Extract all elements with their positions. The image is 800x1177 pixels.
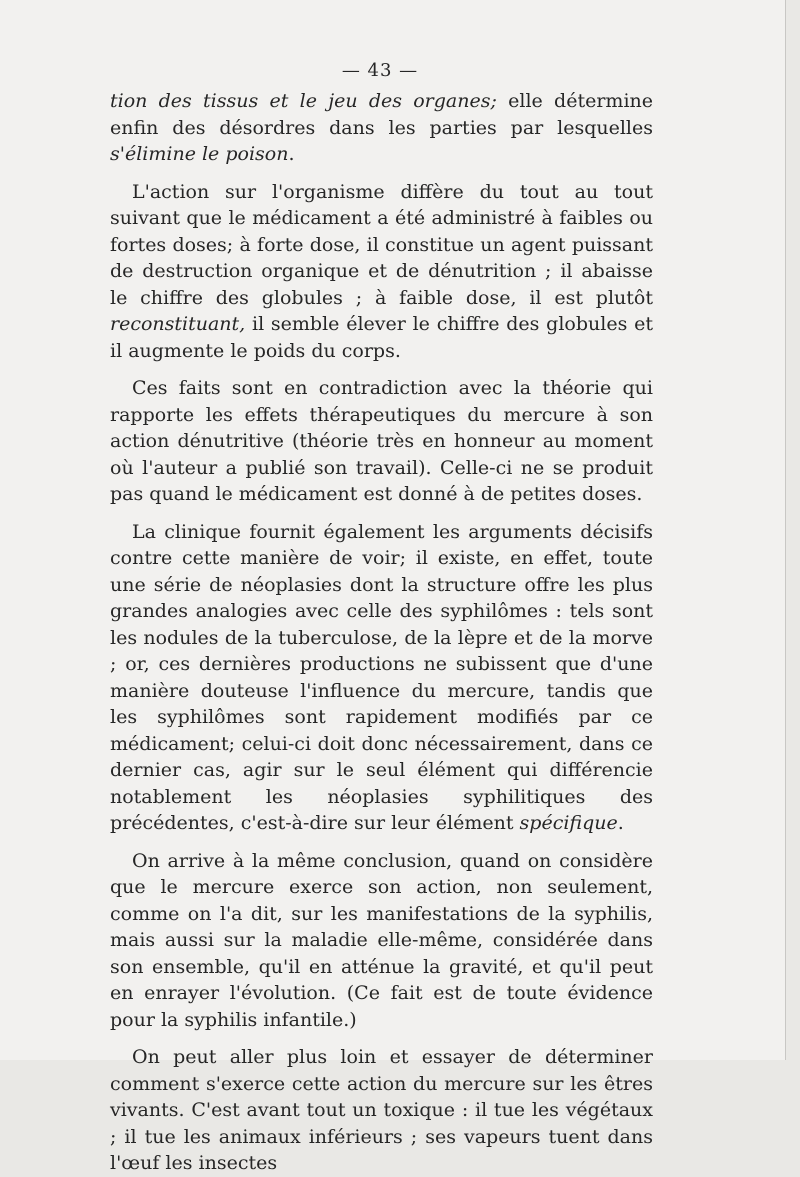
body-text <box>110 88 653 1177</box>
italic-phrase: tion des tissus et le jeu des organes; <box>110 90 497 112</box>
italic-word: spécifique <box>519 812 618 834</box>
italic-phrase: s'élimine le poison <box>110 143 289 165</box>
paragraph-3: Ces faits sont en contradiction avec la théorie qui rapporte les effets thérapeutiques du mercure à son action dénutritive (théorie très en honneur au moment où l'auteur a publié son travail). Celle-ci ne se produit pas quand le médicament est donné à de petites doses. <box>110 377 653 505</box>
paragraph-4: La clinique fournit également les arguments décisifs contre cette manière de voir; il existe, en effet, toute une série de néoplasies dont la structure offre les plus grandes analogies avec celle des syphilômes : tels sont les nodules de la tuberculose, de la lèpre et de la morve ; or, ces dernières productions ne subissent que d'une manière douteuse l'influence du mercure, tandis que les syphilômes sont rapidement modifiés par ce médicament; celui-ci doit donc nécessairement, dans ce dernier cas, agir sur le seul élément qui différencie notablement les néoplasies syphilitiques des précédentes, c'est-à-dire sur leur élément spécifique. <box>110 520 653 834</box>
paragraph-6: On peut aller plus loin et essayer de déterminer comment s'exerce cette action du mercure sur les êtres vivants. C'est avant tout un toxique : il tue les végétaux ; il tue les animaux inférieurs ; ses vapeurs tuent dans l'œuf les insectes <box>110 1046 653 1174</box>
paragraph-5: On arrive à la même conclusion, quand on considère que le mercure exerce son action, non seulement, comme on l'a dit, sur les manifestations de la syphilis, mais aussi sur la maladie elle-même, considérée dans son ensemble, qu'il en atténue la gravité, et qu'il peut en enrayer l'évolution. (Ce fait est de toute évidence pour la syphilis infantile.) <box>110 849 653 1031</box>
page-number: — 43 — <box>341 60 419 81</box>
paragraph-1: tion des tissus et le jeu des organes; elle détermine enfin des désordres dans les parties par lesquelles s'élimine le poison. <box>110 90 653 165</box>
italic-word: reconstituant, <box>110 313 246 335</box>
paragraph-2: L'action sur l'organisme diffère du tout au tout suivant que le médicament a été administré à faibles ou fortes doses; à forte dose, il constitue un agent puissant de destruction organique et de dénutrition ; il abaisse le chiffre des globules ; à faible dose, il est plutôt reconstituant, il semble élever le chiffre des globules et il augmente le poids du corps. <box>110 180 653 362</box>
